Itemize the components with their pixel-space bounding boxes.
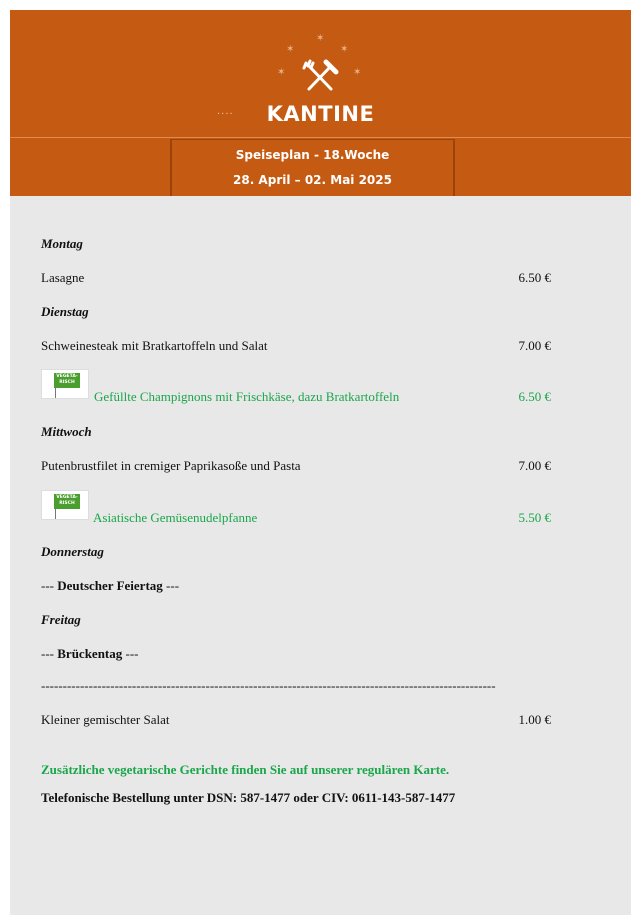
day-heading-dienstag: Dienstag xyxy=(41,304,89,319)
vegetarian-note: Zusätzliche vegetarische Gerichte finden Sie auf unserer regulären Karte. xyxy=(41,762,450,777)
dish-price: 1.00 € xyxy=(518,712,551,727)
week-subtitle: Speiseplan - 18.Woche xyxy=(235,148,390,162)
phone-order-note: Telefonische Bestellung unter DSN: 587-1477 oder CIV: 0611-143-587-1477 xyxy=(41,790,456,805)
header-divider xyxy=(10,137,631,138)
star-icon: ✶ xyxy=(286,44,295,55)
dish-price: 7.00 € xyxy=(518,458,551,473)
star-icon: ✶ xyxy=(353,67,362,78)
header-banner xyxy=(10,10,631,196)
dish-price: 6.50 € xyxy=(518,389,551,404)
separator-line: --------------------------------------------------------------------------------------------------------- xyxy=(41,678,496,693)
holiday-note: --- Brückentag --- xyxy=(41,646,139,661)
date-range: 28. April – 02. Mai 2025 xyxy=(233,173,392,187)
vegetarian-badge-label: VEGETA-RISCH xyxy=(54,494,80,509)
vegetarian-badge-icon xyxy=(41,490,89,520)
dish-price: 6.50 € xyxy=(518,270,551,285)
page-title: KANTINE xyxy=(266,102,375,126)
dish-name: Kleiner gemischter Salat xyxy=(41,712,170,727)
vegetarian-badge-label: VEGETA-RISCH xyxy=(54,373,80,388)
cutlery-icon xyxy=(304,61,336,89)
dish-price: 5.50 € xyxy=(518,510,551,525)
stars-decoration xyxy=(10,10,631,110)
day-heading-freitag: Freitag xyxy=(41,612,81,627)
menu-page xyxy=(10,10,631,915)
star-icon: ✶ xyxy=(340,44,349,55)
vegetarian-badge-icon xyxy=(41,369,89,399)
holiday-label: Deutscher Feiertag xyxy=(57,578,163,593)
week-info-box xyxy=(170,140,455,196)
star-icon: ✶ xyxy=(277,67,286,78)
dish-name: Schweinesteak mit Bratkartoffeln und Salat xyxy=(41,338,268,353)
star-icon: ✶ xyxy=(316,33,325,44)
day-heading-montag: Montag xyxy=(41,236,83,251)
holiday-note: --- Deutscher Feiertag --- xyxy=(41,578,180,593)
dish-price: 7.00 € xyxy=(518,338,551,353)
decorative-dots: .... xyxy=(217,106,234,117)
dish-name: Asiatische Gemüsenudelpfanne xyxy=(93,510,258,525)
day-heading-mittwoch: Mittwoch xyxy=(41,424,92,439)
holiday-label: Brückentag xyxy=(57,646,123,661)
day-heading-donnerstag: Donnerstag xyxy=(41,544,104,559)
dish-name: Lasagne xyxy=(41,270,85,285)
dish-name: Gefüllte Champignons mit Frischkäse, dazu Bratkartoffeln xyxy=(94,389,400,404)
dish-name: Putenbrustfilet in cremiger Paprikasoße und Pasta xyxy=(41,458,301,473)
